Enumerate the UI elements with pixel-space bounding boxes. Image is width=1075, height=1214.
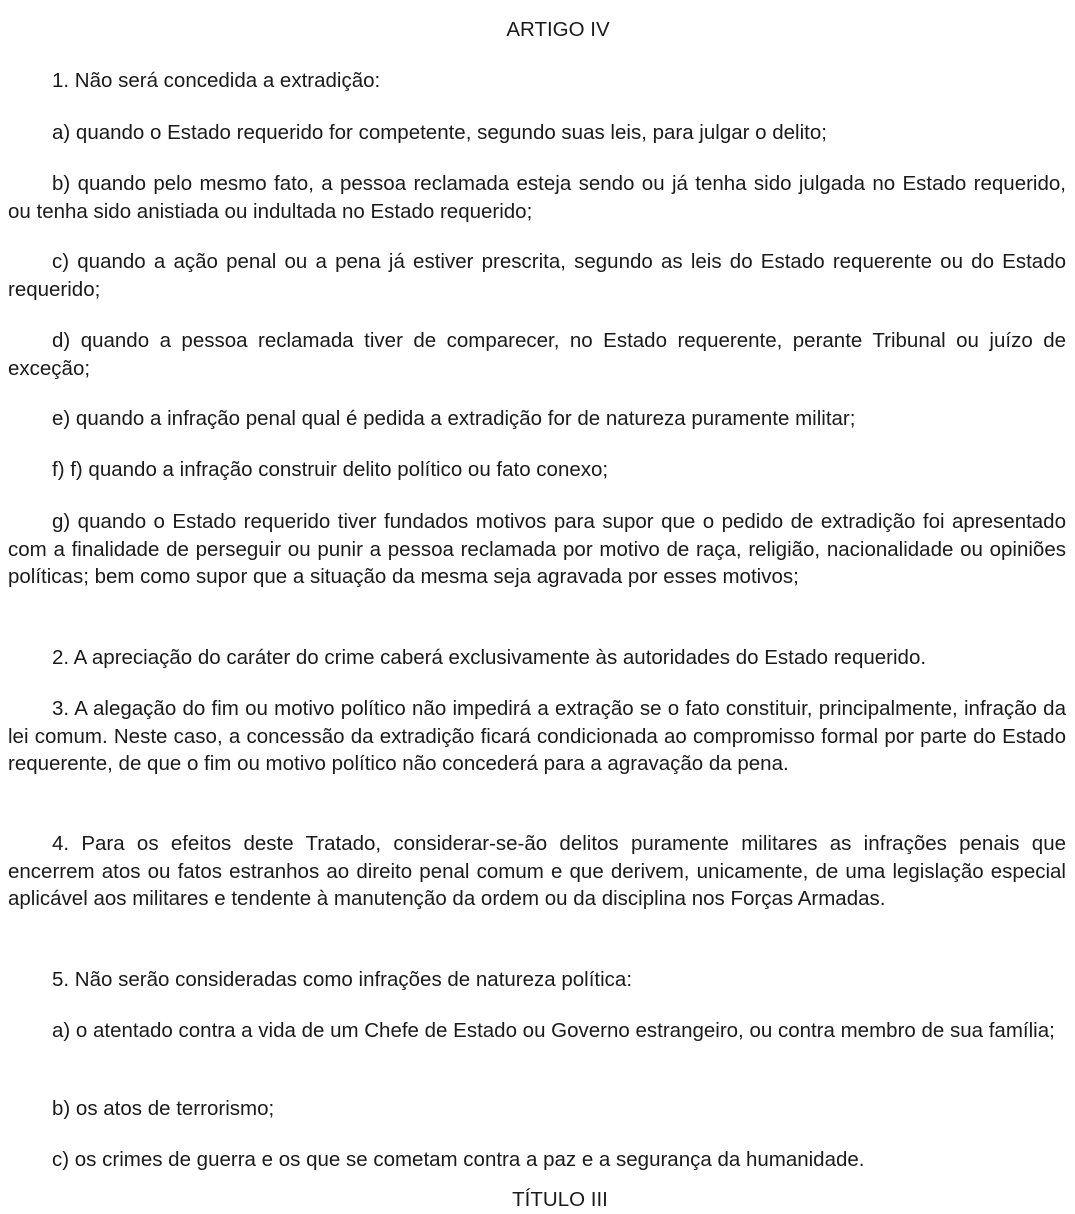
paragraph-1: 1. Não será concedida a extradição: bbox=[52, 69, 381, 92]
paragraph-2: 2. A apreciação do caráter do crime caberá exclusivamente às autoridades do Estado requerido. bbox=[52, 646, 927, 669]
paragraph-4: 4. Para os efeitos deste Tratado, considerar-se-ão delitos puramente militares as infrações penais que encerrem atos ou fatos estranhos ao direito penal comum e que derivem, unicamente, de uma legislação especial aplicável aos militares e tendente à manutenção da ordem ou da disciplina nos Forças Armadas. bbox=[8, 832, 1066, 910]
paragraph-1f: f) f) quando a infração construir delito político ou fato conexo; bbox=[52, 458, 609, 481]
paragraph-1e: e) quando a infração penal qual é pedida a extradição for de natureza puramente militar; bbox=[52, 407, 856, 430]
paragraph-5a: a) o atentado contra a vida de um Chefe de Estado ou Governo estrangeiro, ou contra membro de sua família; bbox=[52, 1019, 1055, 1042]
paragraph-1a: a) quando o Estado requerido for competente, segundo suas leis, para julgar o delito; bbox=[52, 121, 827, 144]
paragraph-3: 3. A alegação do fim ou motivo político não impedirá a extração se o fato constituir, principalmente, infração da lei comum. Neste caso, a concessão da extradição ficará condicionada ao compromisso formal por parte do Estado requerente, de que o fim ou motivo político não concederá para a agravação da pena. bbox=[8, 697, 1066, 775]
paragraph-1d: d) quando a pessoa reclamada tiver de comparecer, no Estado requerente, perante Tribunal ou juízo de exceção; bbox=[8, 329, 1066, 380]
paragraph-1c: c) quando a ação penal ou a pena já estiver prescrita, segundo as leis do Estado requerente ou do Estado requerido; bbox=[8, 250, 1066, 301]
paragraph-5b: b) os atos de terrorismo; bbox=[52, 1097, 275, 1120]
paragraph-5c: c) os crimes de guerra e os que se cometam contra a paz e a segurança da humanidade. bbox=[52, 1148, 865, 1171]
paragraph-5: 5. Não serão consideradas como infrações de natureza política: bbox=[52, 968, 633, 991]
next-section-heading-cut: TÍTULO III bbox=[512, 1188, 608, 1211]
paragraph-1g: g) quando o Estado requerido tiver fundados motivos para supor que o pedido de extradição foi apresentado com a finalidade de perseguir ou punir a pessoa reclamada por motivo de raça, religião, nacionalidade ou opiniões políticas; bem como supor que a situação da mesma seja agravada por esses motivos; bbox=[8, 510, 1066, 588]
article-heading: ARTIGO IV bbox=[506, 18, 610, 41]
paragraph-1b: b) quando pelo mesmo fato, a pessoa reclamada esteja sendo ou já tenha sido julgada no Estado requerido, ou tenha sido anistiada ou indultada no Estado requerido; bbox=[8, 172, 1066, 223]
